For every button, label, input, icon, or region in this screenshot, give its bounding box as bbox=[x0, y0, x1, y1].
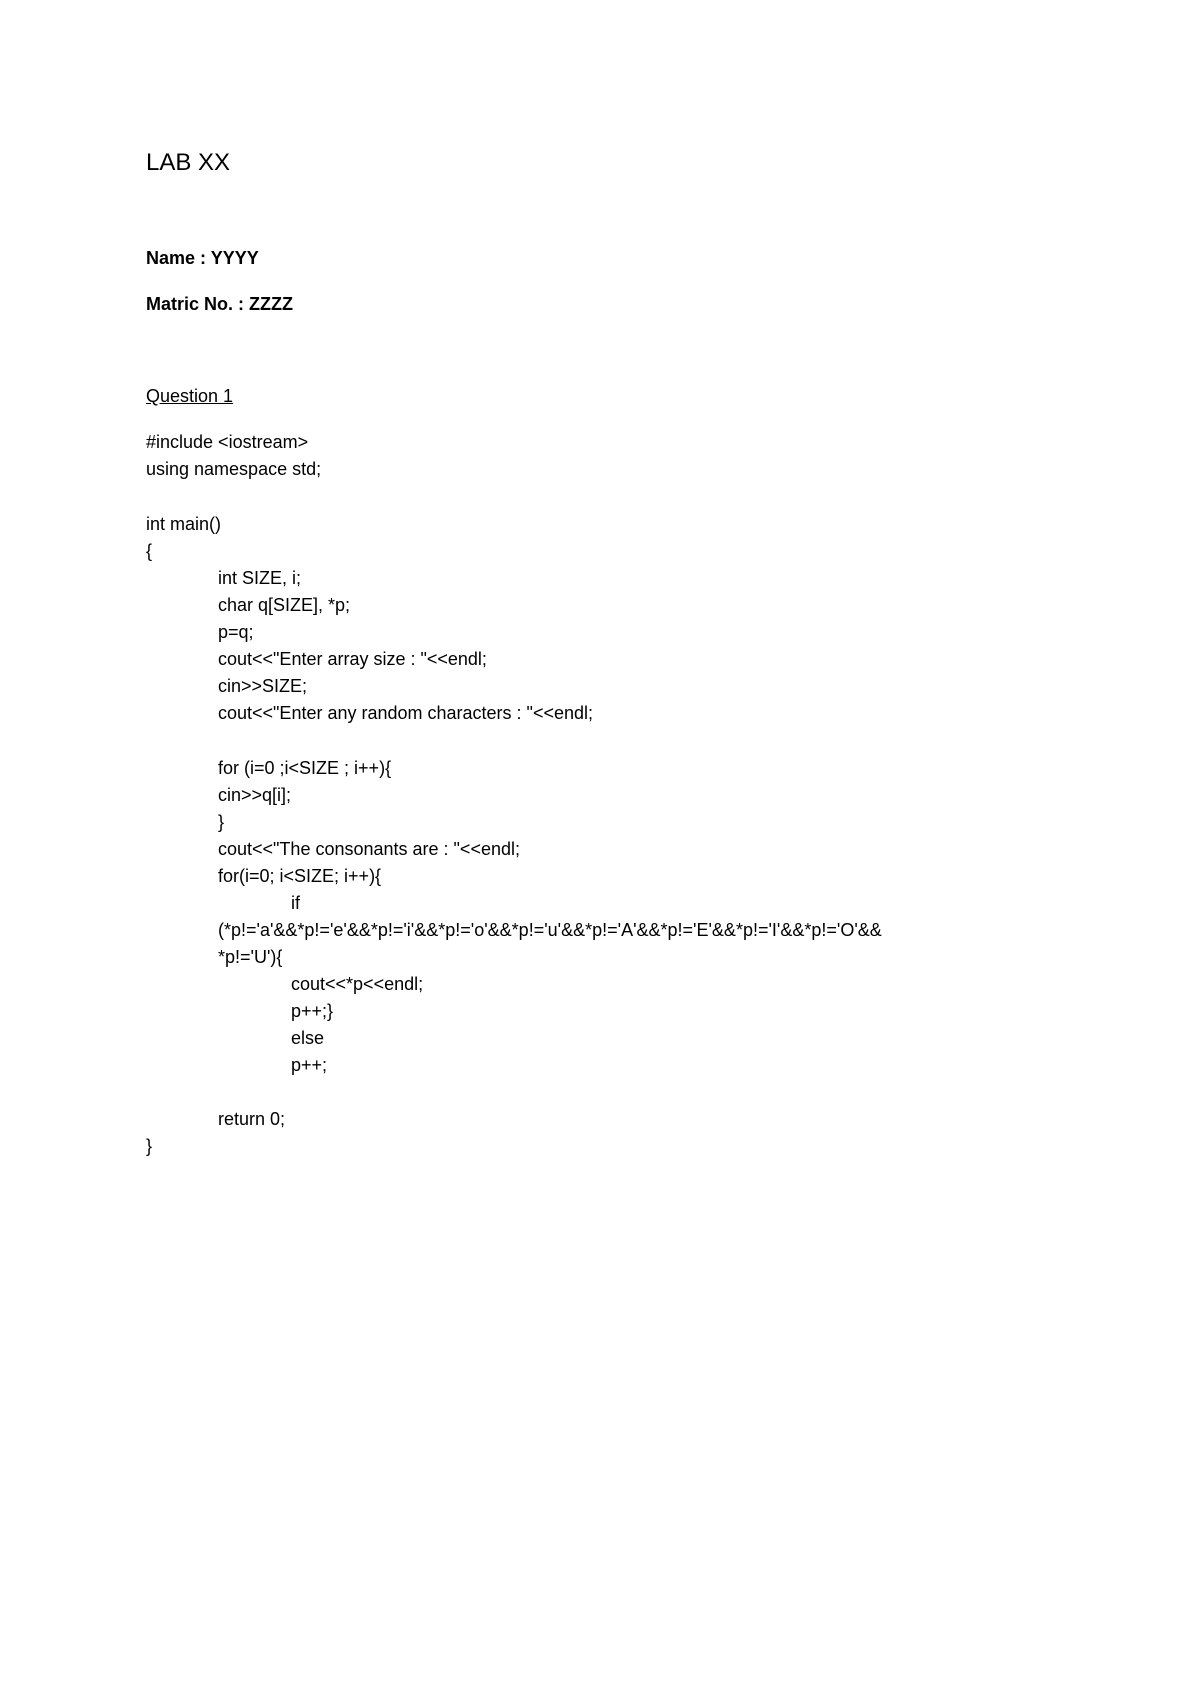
lab-title: LAB XX bbox=[146, 149, 231, 176]
code-line: p++; bbox=[291, 1055, 328, 1075]
code-line: cout<<"Enter any random characters : "<<endl; bbox=[218, 703, 593, 723]
student-name: Name : YYYY bbox=[146, 248, 259, 268]
code-line: cout<<"The consonants are : "<<endl; bbox=[218, 839, 520, 859]
code-line: for(i=0; i<SIZE; i++){ bbox=[218, 866, 382, 886]
code-line: } bbox=[218, 812, 225, 832]
code-line: using namespace std; bbox=[146, 459, 322, 479]
code-line: (*p!='a'&&*p!='e'&&*p!='i'&&*p!='o'&&*p!='u'&&*p!='A'&&*p!='E'&&*p!='I'&&*p!='O'&& bbox=[218, 920, 882, 940]
code-line: for (i=0 ;i<SIZE ; i++){ bbox=[218, 758, 392, 778]
matric-number: Matric No. : ZZZZ bbox=[146, 294, 293, 314]
code-line: p=q; bbox=[218, 622, 254, 642]
code-line: cout<<"Enter array size : "<<endl; bbox=[218, 649, 487, 669]
code-line: } bbox=[146, 1136, 153, 1156]
code-line: *p!='U'){ bbox=[218, 947, 283, 967]
code-line: return 0; bbox=[218, 1109, 286, 1129]
question-heading: Question 1 bbox=[146, 386, 234, 406]
code-line: p++;} bbox=[291, 1001, 334, 1021]
code-line: int main() bbox=[146, 514, 222, 534]
code-line: #include <iostream> bbox=[146, 432, 309, 452]
code-line: cin>>SIZE; bbox=[218, 676, 308, 696]
code-line: if bbox=[291, 893, 300, 913]
code-line: else bbox=[291, 1028, 325, 1048]
code-line: cin>>q[i]; bbox=[218, 785, 292, 805]
code-line: char q[SIZE], *p; bbox=[218, 595, 351, 615]
code-line: { bbox=[146, 541, 153, 561]
code-line: int SIZE, i; bbox=[218, 568, 302, 588]
code-line: cout<<*p<<endl; bbox=[291, 974, 424, 994]
